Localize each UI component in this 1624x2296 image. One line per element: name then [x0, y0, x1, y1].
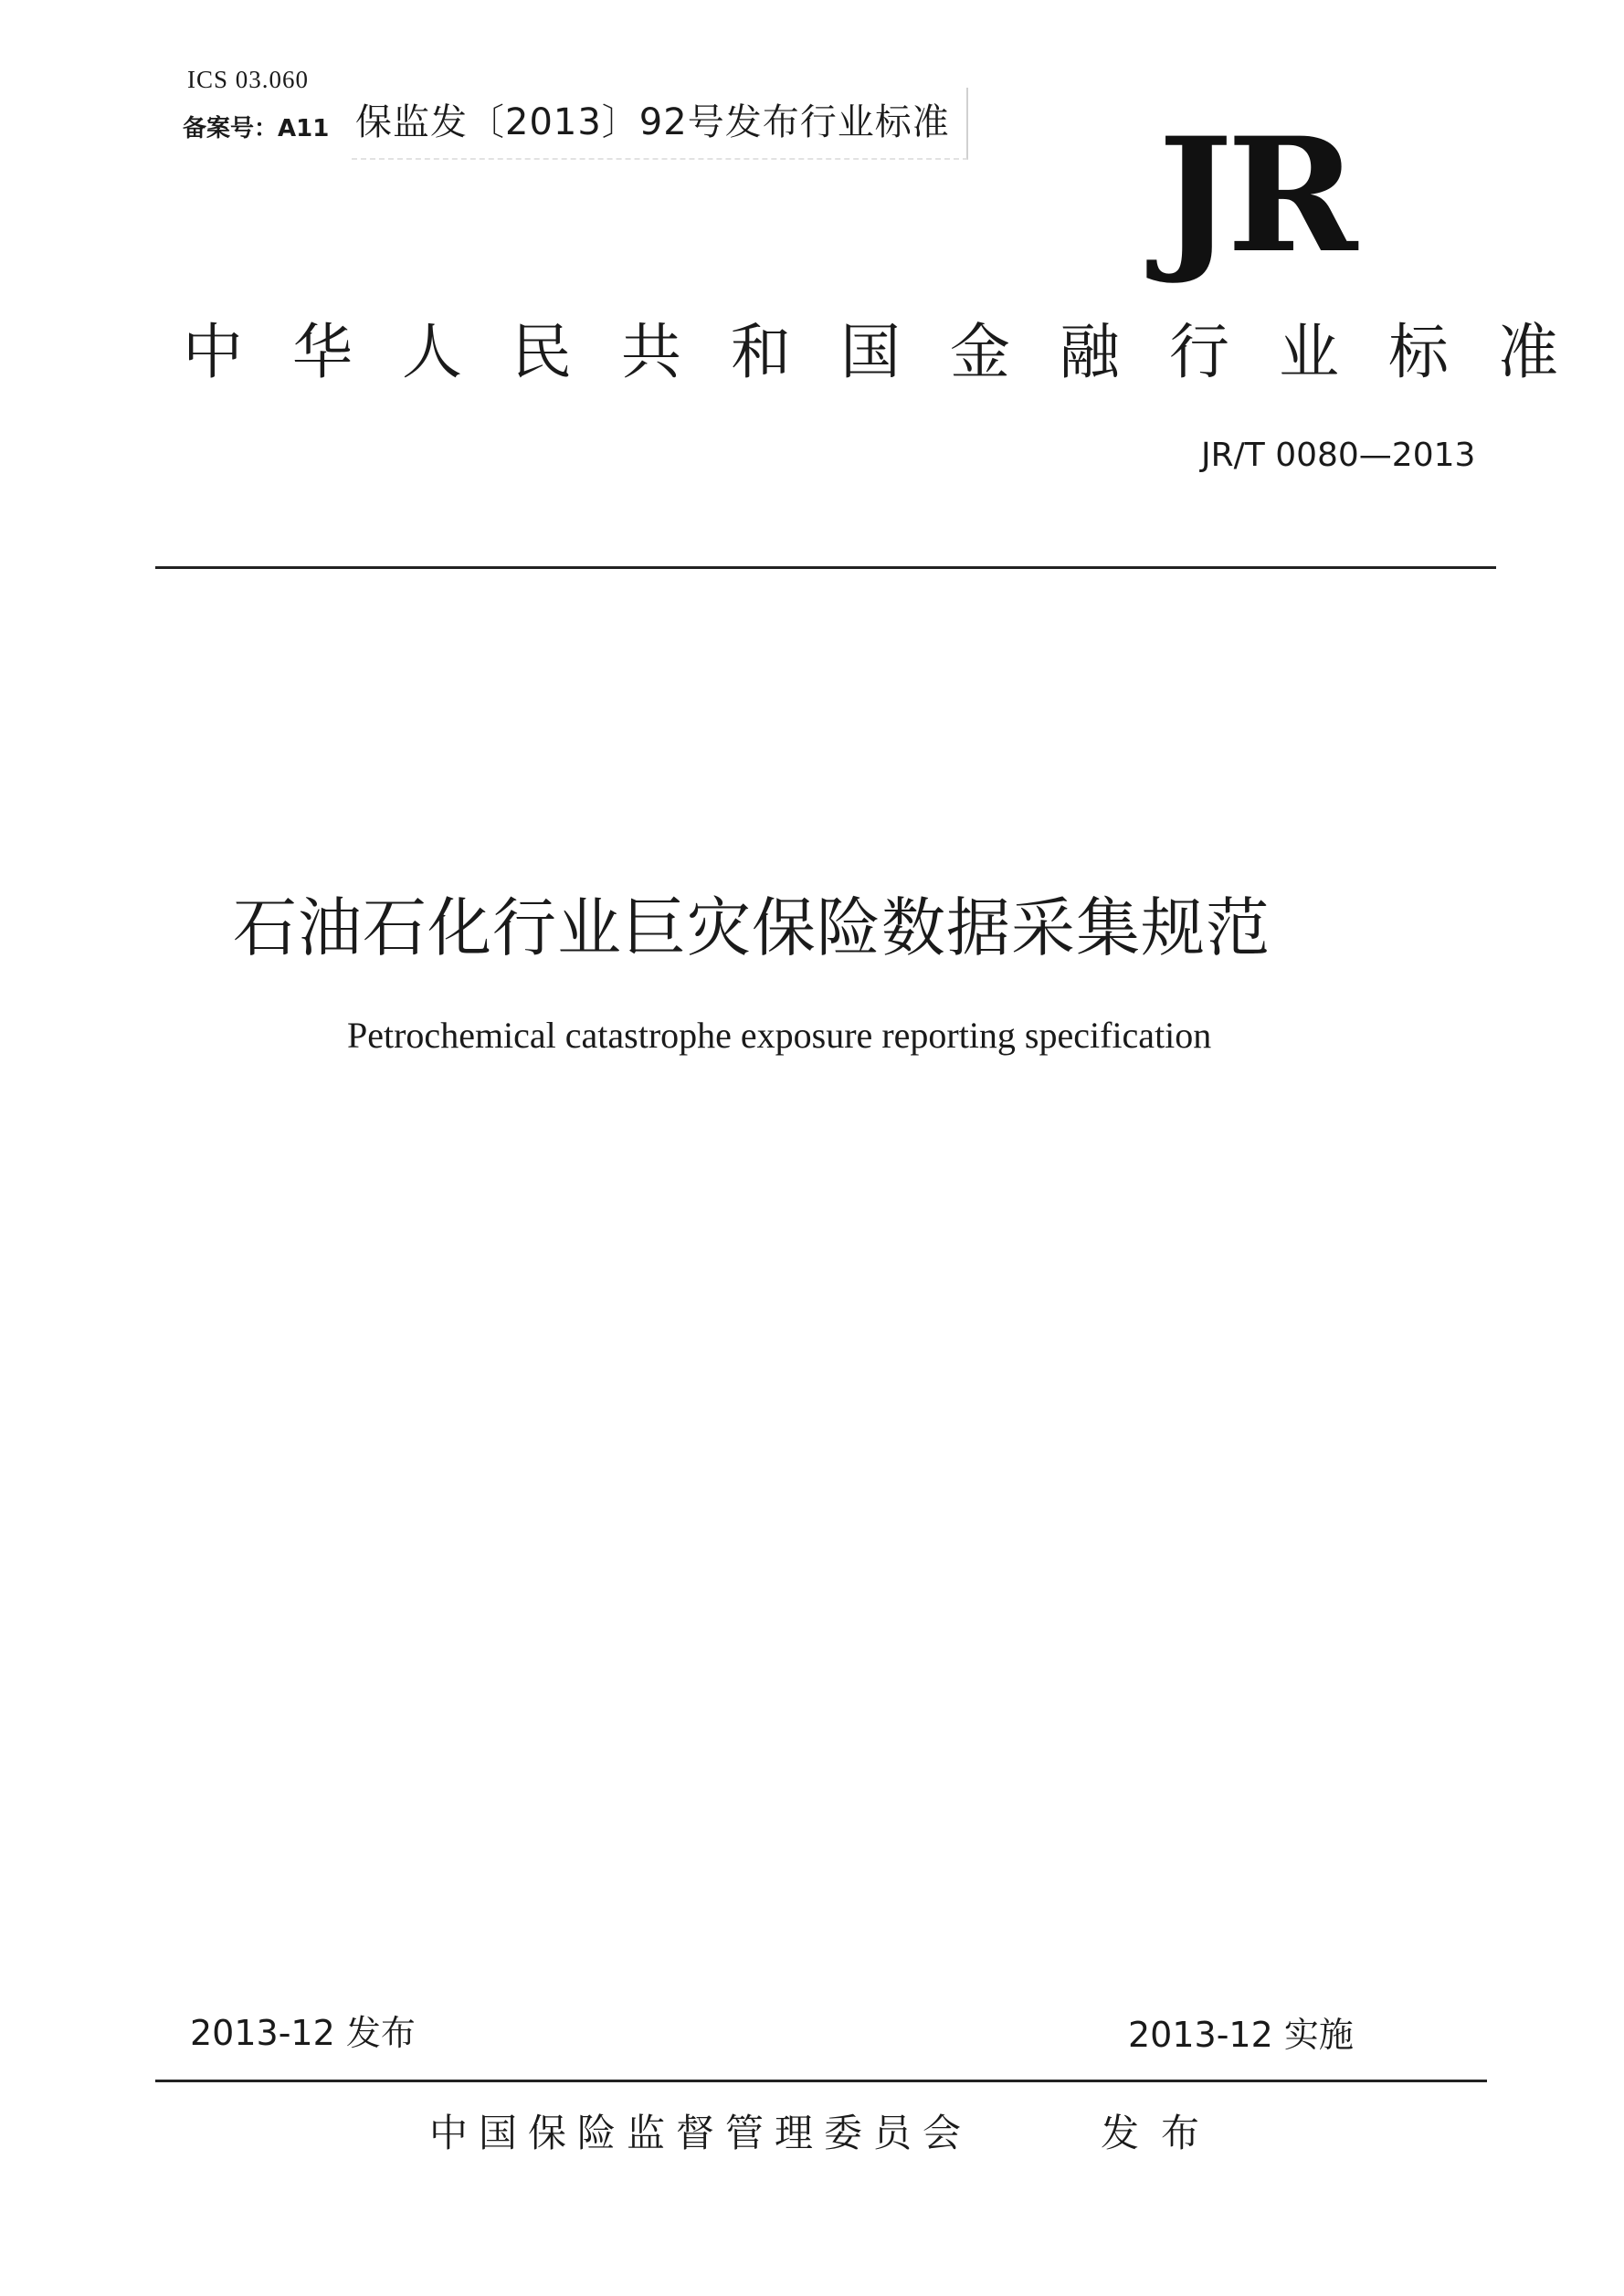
issue-date: 2013-12 发布	[190, 2013, 416, 2053]
implementation-date: 2013-12 实施	[1128, 2015, 1354, 2055]
issuance-stamp: 保监发〔2013〕92号发布行业标准	[352, 88, 968, 160]
publisher-name: 中国保险监督管理委员会	[429, 2111, 973, 2155]
top-divider	[155, 566, 1496, 569]
standard-number: JR/T 0080—2013	[1201, 437, 1476, 474]
document-title-en: Petrochemical catastrophe exposure reporting specification	[347, 1015, 1212, 1056]
publish-label: 发布	[1101, 2111, 1222, 2155]
standard-category: 中华人民共和国金融行业标准	[183, 317, 1608, 387]
document-title-cn: 石油石化行业巨灾保险数据采集规范	[233, 890, 1271, 965]
jr-logo: JR	[1158, 102, 1353, 288]
bottom-divider	[155, 2080, 1487, 2082]
ics-code: ICS 03.060	[187, 66, 310, 93]
filing-number: 备案号：A11	[183, 115, 330, 142]
